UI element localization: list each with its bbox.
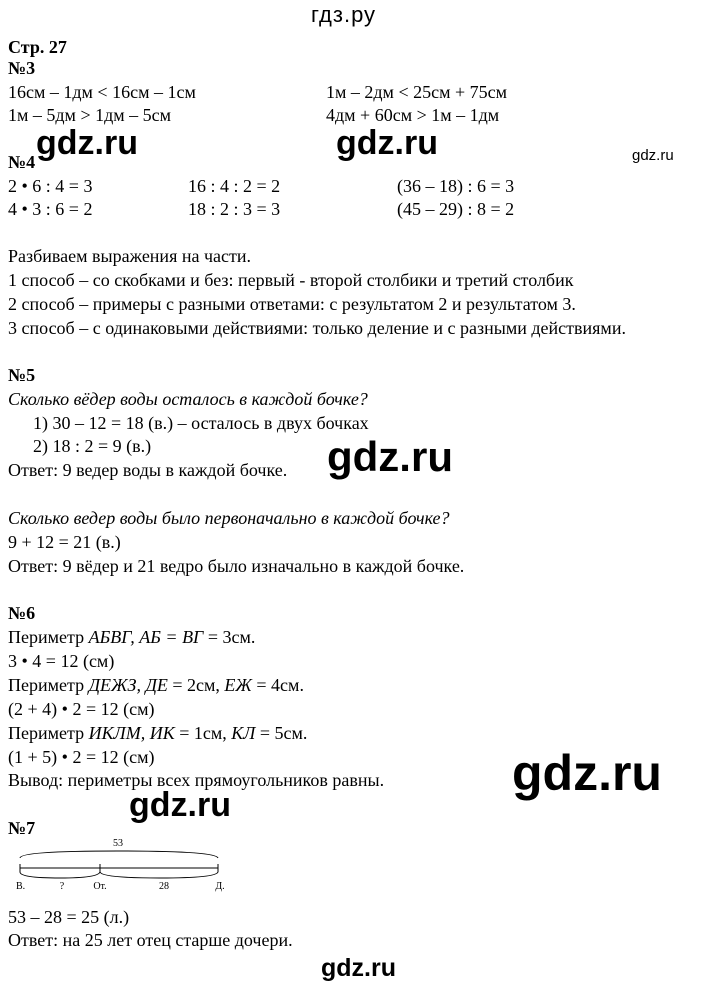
task4-col1-2: 4 • 3 : 6 = 2 bbox=[8, 199, 93, 219]
task4-text-4: 3 способ – с одинаковыми действиями: только деление и с разными действиями. bbox=[8, 318, 626, 338]
task3-left-1: 16см – 1дм < 16см – 1см bbox=[8, 82, 196, 102]
task4-col2-1: 16 : 4 : 2 = 2 bbox=[188, 176, 281, 196]
watermark: gdz.ru bbox=[336, 124, 438, 162]
watermark: gdz.ru bbox=[632, 147, 674, 164]
task4-text-2: 1 способ – со скобками и без: первый - второй столбики и третий столбик bbox=[8, 270, 574, 290]
segment-diagram bbox=[14, 834, 234, 894]
task6-line-1: Периметр АБВГ, АБ = ВГ = 3см. bbox=[8, 627, 256, 647]
task3-right-1: 1м – 2дм < 25см + 75см bbox=[326, 82, 508, 102]
task5-calc2: 9 + 12 = 21 (в.) bbox=[8, 532, 121, 552]
task5-answer2: Ответ: 9 вёдер и 21 ведро было изначально в каждой бочке. bbox=[8, 556, 465, 576]
task3-left-2: 1м – 5дм > 1дм – 5см bbox=[8, 105, 172, 125]
diagram-label-unknown: ? bbox=[59, 881, 65, 892]
task6-heading: №6 bbox=[8, 603, 36, 623]
task6-line-4: (2 + 4) • 2 = 12 (см) bbox=[8, 699, 155, 719]
watermark: gdz.ru bbox=[129, 786, 231, 824]
task7-calc: 53 – 28 = 25 (л.) bbox=[8, 907, 130, 927]
watermark: gdz.ru bbox=[512, 745, 662, 801]
site-title: гдз.ру bbox=[311, 2, 377, 27]
diagram-label-28: 28 bbox=[159, 881, 169, 892]
task5-step2: 2) 18 : 2 = 9 (в.) bbox=[33, 436, 152, 456]
task6-line-6: (1 + 5) • 2 = 12 (см) bbox=[8, 747, 155, 767]
page-ref: Стр. 27 bbox=[8, 37, 67, 57]
task6-line-5: Периметр ИКЛМ, ИК = 1см, КЛ = 5см. bbox=[8, 723, 308, 743]
task5-answer1: Ответ: 9 ведер воды в каждой бочке. bbox=[8, 460, 288, 480]
diagram-total-label: 53 bbox=[113, 838, 123, 849]
task4-col3-1: (36 – 18) : 6 = 3 bbox=[397, 176, 515, 196]
task6-conclusion: Вывод: периметры всех прямоугольников равны. bbox=[8, 770, 385, 790]
task5-question1: Сколько вёдер воды осталось в каждой бочке? bbox=[8, 389, 368, 409]
task7-answer: Ответ: на 25 лет отец старше дочери. bbox=[8, 930, 293, 950]
task3-right-2: 4дм + 60см > 1м – 1дм bbox=[326, 105, 500, 125]
task5-heading: №5 bbox=[8, 365, 36, 385]
task5-question2: Сколько ведер воды было первоначально в каждой бочке? bbox=[8, 508, 450, 528]
task4-col3-2: (45 – 29) : 8 = 2 bbox=[397, 199, 515, 219]
diagram-label-father: От. bbox=[93, 881, 107, 892]
diagram-label-v: В. bbox=[16, 881, 26, 892]
task6-line-3: Периметр ДЕЖЗ, ДЕ = 2см, ЕЖ = 4см. bbox=[8, 675, 304, 695]
footer-watermark: gdz.ru bbox=[321, 954, 396, 982]
watermark: gdz.ru bbox=[327, 433, 453, 480]
task3-heading: №3 bbox=[8, 58, 36, 78]
task4-col1-1: 2 • 6 : 4 = 3 bbox=[8, 176, 93, 196]
task4-heading: №4 bbox=[8, 152, 36, 172]
task5-step1: 1) 30 – 12 = 18 (в.) – осталось в двух бочках bbox=[33, 413, 369, 433]
watermark: gdz.ru bbox=[36, 124, 138, 162]
task6-line-2: 3 • 4 = 12 (см) bbox=[8, 651, 115, 671]
task7-heading: №7 bbox=[8, 818, 36, 838]
task4-text-1: Разбиваем выражения на части. bbox=[8, 246, 251, 266]
diagram-label-daughter: Д. bbox=[215, 881, 225, 892]
task4-text-3: 2 способ – примеры с разными ответами: с результатом 2 и результатом 3. bbox=[8, 294, 576, 314]
task4-col2-2: 18 : 2 : 3 = 3 bbox=[188, 199, 281, 219]
